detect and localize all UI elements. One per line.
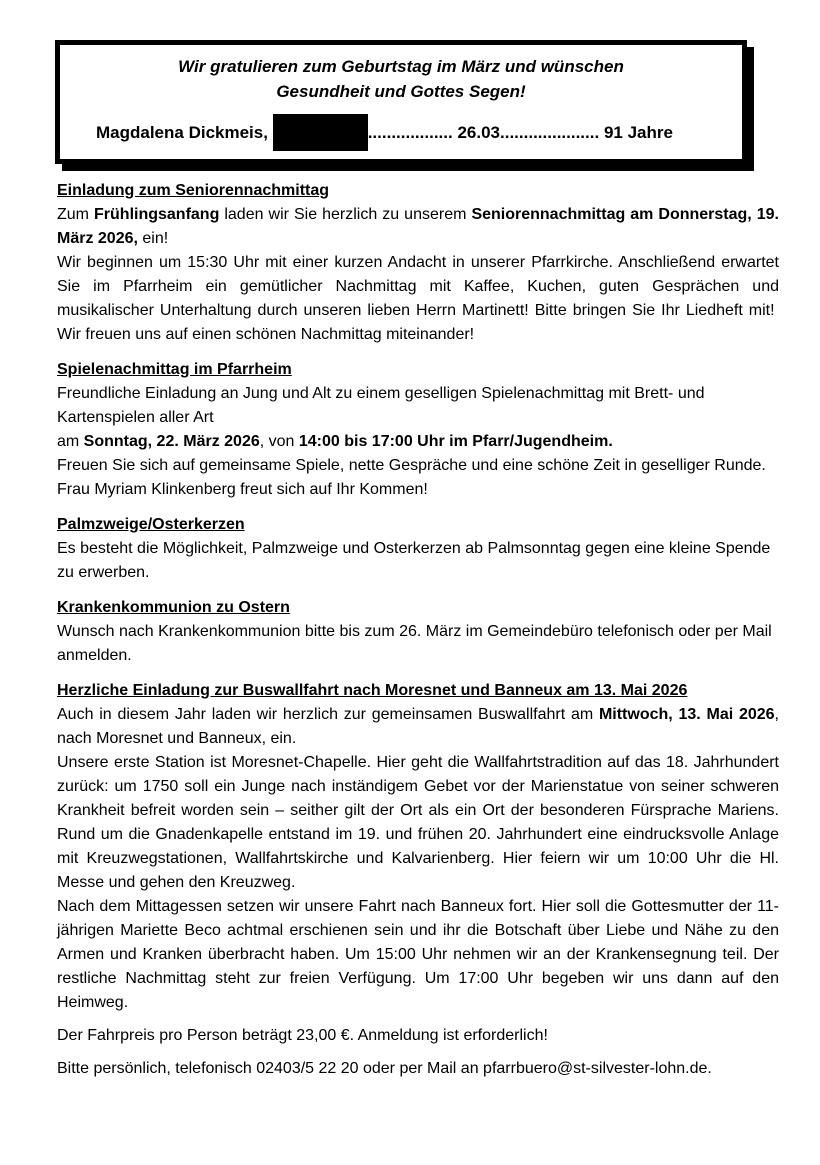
paragraph: Freuen Sie sich auf gemeinsame Spiele, nette Gespräche und eine schöne Zeit in geselliger Runde. — [57, 457, 766, 474]
section-heading: Krankenkommunion zu Ostern — [57, 599, 290, 616]
birthday-person-name: Magdalena Dickmeis, — [96, 123, 268, 142]
section-buswallfahrt — [57, 679, 779, 1081]
section-heading: Herzliche Einladung zur Buswallfahrt nach Moresnet und Banneux am 13. Mai 2026 — [57, 682, 688, 699]
birthday-box-title-line2: Gesundheit und Gottes Segen! — [276, 82, 526, 101]
paragraph: Wir beginnen um 15:30 Uhr mit einer kurzen Andacht in unserer Pfarrkirche. Anschließend erwartet Sie im Pfarrheim ein gemütlicher Nachmittag mit Kaffee, Kuchen, guten Gesprächen und musikalischer Unterhaltung durch unseren lieben Herrn Martinett! Bitte bringen Sie Ihr Liedheft mit! Wir freuen uns auf einen schönen Nachmittag miteinander! — [57, 254, 779, 343]
newsletter-content — [57, 179, 779, 1092]
birthday-box-title-line1: Wir gratulieren zum Geburtstag im März und wünschen — [178, 57, 624, 76]
birthday-announcement-box — [55, 40, 747, 164]
paragraph: Freundliche Einladung an Jung und Alt zu einem geselligen Spielenachmittag mit Brett- und Kartenspielen aller Art — [57, 385, 705, 426]
paragraph: am Sonntag, 22. März 2026, von 14:00 bis 17:00 Uhr im Pfarr/Jugendheim. — [57, 433, 613, 450]
paragraph: Wunsch nach Krankenkommunion bitte bis zum 26. März im Gemeindebüro telefonisch oder per Mail anmelden. — [57, 623, 772, 664]
section-heading: Palmzweige/Osterkerzen — [57, 516, 245, 533]
birthday-box-title — [70, 54, 732, 104]
paragraph: Frau Myriam Klinkenberg freut sich auf Ihr Kommen! — [57, 481, 428, 498]
redacted-address-block — [273, 114, 368, 151]
paragraph-anmeldung: Bitte persönlich, telefonisch 02403/5 22 20 oder per Mail an pfarrbuero@st-silvester-lohn.de. — [57, 1060, 712, 1077]
paragraph: Unsere erste Station ist Moresnet-Chapelle. Hier geht die Wallfahrtstradition auf das 18. Jahrhundert zurück: um 1750 soll ein Junge nach inständigem Gebet vor der Marienstatue von seiner schweren Krankheit befreit worden sein – seither gilt der Ort als ein Ort der besonderen Fürsprache Mariens. Rund um die Gnadenkapelle entstand im 19. und frühen 20. Jahrhundert eine eindrucksvolle Anlage mit Kreuzwegstationen, Wallfahrtskirche und Kalvarienberg. Hier feiern wir um 10:00 Uhr die Hl. Messe und gehen den Kreuzweg. — [57, 754, 779, 891]
birthday-date: 26.03 — [457, 123, 501, 142]
paragraph: Zum Frühlingsanfang laden wir Sie herzlich zu unserem Seniorennachmittag am Donnerstag, 19. März 2026, ein! — [57, 206, 779, 247]
section-spielenachmittag — [57, 358, 779, 502]
section-heading: Einladung zum Seniorennachmittag — [57, 182, 330, 199]
dot-leader-1: .................. — [367, 123, 453, 142]
section-seniorennachmittag — [57, 179, 779, 347]
dot-leader-2: ..................... — [500, 123, 600, 142]
paragraph: Nach dem Mittagessen setzen wir unsere Fahrt nach Banneux fort. Hier soll die Gottesmutter der 11-jährigen Mariette Beco achtmal erschienen sein und ihr die Botschaft über Liebe und Nähe zu den Armen und Kranken überbracht haben. Um 15:00 Uhr nehmen wir an der Krankensegnung teil. Der restliche Nachmittag steht zur freien Verfügung. Um 17:00 Uhr begeben wir uns dann auf den Heimweg. — [57, 898, 779, 1011]
section-heading: Spielenachmittag im Pfarrheim — [57, 361, 292, 378]
section-krankenkommunion — [57, 596, 779, 668]
birthday-age: 91 Jahre — [603, 123, 673, 142]
birthday-entry-row — [70, 113, 732, 154]
section-palmzweige-osterkerzen — [57, 513, 779, 585]
paragraph-fahrpreis: Der Fahrpreis pro Person beträgt 23,00 €. Anmeldung ist erforderlich! — [57, 1027, 548, 1044]
paragraph: Auch in diesem Jahr laden wir herzlich zur gemeinsamen Buswallfahrt am Mittwoch, 13. Mai 2026, nach Moresnet und Banneux, ein. — [57, 706, 779, 747]
paragraph: Es besteht die Möglichkeit, Palmzweige und Osterkerzen ab Palmsonntag gegen eine kleine Spende zu erwerben. — [57, 540, 771, 581]
